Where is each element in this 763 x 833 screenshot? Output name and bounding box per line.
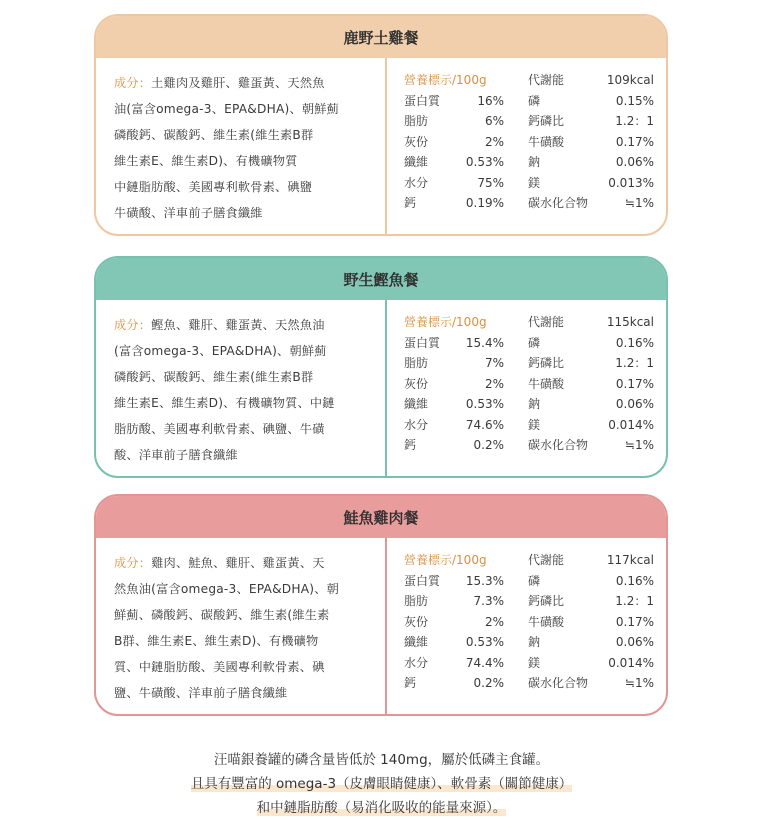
- ingredients-label: 成分：: [114, 318, 152, 332]
- ingredients-line: 鰹魚、雞肝、雞蛋黃、天然魚油: [151, 318, 325, 332]
- nutrition-row: [404, 374, 654, 395]
- nutrition-row: [404, 333, 654, 354]
- nutrition-cell: 0.16%: [615, 335, 654, 350]
- nutrition-row: [404, 612, 654, 633]
- nutrition-cell: 鎂: [528, 417, 541, 432]
- nutrition-row: [404, 111, 654, 132]
- ingredients-line: 質、中鏈脂肪酸、美國專利軟骨素、碘: [114, 660, 325, 674]
- nutrition-cell: ≒1%: [624, 196, 654, 210]
- nutrition-cell: 鈉: [528, 397, 541, 411]
- nutrition-cell: 蛋白質: [404, 335, 441, 350]
- nutrition-table: [404, 550, 654, 694]
- nutrition-row: [404, 435, 654, 456]
- ingredients-line: 牛磺酸、洋車前子膳食纖維: [114, 206, 263, 220]
- nutrition-cell: 0.014%: [608, 655, 654, 670]
- nutrition-cell: /100g: [452, 315, 487, 329]
- nutrition-row: [404, 415, 654, 436]
- nutrition-cell: 15.4%: [465, 335, 504, 350]
- nutrition-cell: 0.014%: [608, 417, 654, 432]
- card-divider: [385, 538, 387, 714]
- nutrition-cell: 0.06%: [615, 155, 654, 169]
- nutrition-cell: 115kcal: [606, 315, 654, 329]
- nutrition-cell: 2%: [484, 614, 504, 629]
- nutrition-cell: 蛋白質: [404, 573, 441, 588]
- nutrition-cell: 碳水化合物: [528, 438, 589, 452]
- nutrition-row: [404, 591, 654, 612]
- nutrition-cell: 1.2：1: [615, 356, 654, 370]
- nutrition-row: [404, 394, 654, 415]
- nutrition-cell: 鈣: [404, 438, 417, 452]
- nutrition-cell: 營養標示: [404, 315, 453, 329]
- nutrition-cell: 75%: [477, 175, 504, 190]
- nutrition-cell: 15.3%: [465, 573, 504, 588]
- ingredients-line: 鮮薊、磷酸鈣、碳酸鈣、維生素(維生素: [114, 608, 330, 622]
- nutrition-cell: 磷: [528, 573, 541, 588]
- nutrition-cell: 水分: [404, 175, 429, 190]
- card-divider: [385, 300, 387, 476]
- ingredients-label: 成分：: [114, 76, 152, 90]
- nutrition-cell: ≒1%: [624, 676, 654, 690]
- nutrition-cell: 纖維: [404, 155, 429, 169]
- nutrition-cell: 1.2：1: [615, 114, 654, 128]
- nutrition-cell: 營養標示: [404, 73, 453, 87]
- nutrition-cell: 灰份: [404, 134, 429, 149]
- nutrition-cell: 0.19%: [465, 196, 504, 210]
- nutrition-cell: 0.2%: [473, 438, 504, 452]
- nutrition-row: [404, 132, 654, 153]
- nutrition-row: [404, 571, 654, 592]
- nutrition-cell: 碳水化合物: [528, 676, 589, 690]
- nutrition-cell: 水分: [404, 417, 429, 432]
- nutrition-cell: 代謝能: [528, 553, 565, 567]
- nutrition-cell: 牛磺酸: [528, 376, 565, 391]
- card-title: 鹿野土雞餐: [96, 16, 666, 58]
- nutrition-cell: 16%: [477, 93, 504, 108]
- card-body: [96, 58, 666, 234]
- nutrition-row: [404, 632, 654, 653]
- nutrition-cell: 鈣: [404, 676, 417, 690]
- nutrition-cell: 0.06%: [615, 397, 654, 411]
- footer-note: [0, 748, 763, 820]
- nutrition-cell: 117kcal: [606, 553, 654, 567]
- ingredients-line: B群、維生素E、維生素D)、有機礦物: [114, 634, 319, 648]
- nutrition-row: [404, 152, 654, 173]
- card-body: [96, 538, 666, 714]
- ingredients-label: 成分：: [114, 556, 152, 570]
- nutrition-cell: 纖維: [404, 635, 429, 649]
- ingredients-line: 維生素E、維生素D)、有機礦物質: [114, 154, 298, 168]
- ingredients-line: 磷酸鈣、碳酸鈣、維生素(維生素B群: [114, 370, 314, 384]
- footer-line-2: 且具有豐富的 omega-3（皮膚眼睛健康）、軟骨素（關節健康）: [190, 776, 573, 792]
- card-title: 野生鰹魚餐: [96, 258, 666, 300]
- ingredients-line: 雞肉、鮭魚、雞肝、雞蛋黃、天: [151, 556, 325, 570]
- nutrition-cell: 2%: [484, 134, 504, 149]
- card-title: 鮭魚雞肉餐: [96, 496, 666, 538]
- ingredients-text: [114, 70, 376, 226]
- nutrition-table: [404, 70, 654, 214]
- nutrition-cell: 代謝能: [528, 315, 565, 329]
- nutrition-cell: 1.2：1: [615, 594, 654, 608]
- nutrition-cell: 6%: [484, 114, 504, 128]
- nutrition-cell: 鈉: [528, 155, 541, 169]
- ingredients-text: [114, 550, 376, 706]
- ingredients-line: 然魚油(富含omega-3、EPA&DHA)、朝: [114, 582, 339, 596]
- nutrition-row: [404, 653, 654, 674]
- nutrition-cell: 0.17%: [615, 376, 654, 391]
- product-card-salmon: [94, 494, 668, 716]
- nutrition-row: [404, 193, 654, 214]
- nutrition-cell: 灰份: [404, 376, 429, 391]
- ingredients-line: 酸、洋車前子膳食纖維: [114, 448, 238, 462]
- nutrition-cell: 7%: [484, 356, 504, 370]
- product-card-chicken: [94, 14, 668, 236]
- nutrition-cell: 0.2%: [473, 676, 504, 690]
- ingredients-line: 油(富含omega-3、EPA&DHA)、朝鮮薊: [114, 102, 339, 116]
- nutrition-table: [404, 312, 654, 456]
- nutrition-cell: 磷: [528, 335, 541, 350]
- nutrition-cell: 74.6%: [465, 417, 504, 432]
- nutrition-cell: 脂肪: [404, 114, 429, 128]
- nutrition-cell: 鈣磷比: [528, 356, 565, 370]
- nutrition-cell: 蛋白質: [404, 93, 441, 108]
- nutrition-cell: 磷: [528, 93, 541, 108]
- nutrition-cell: 纖維: [404, 397, 429, 411]
- card-body: [96, 300, 666, 476]
- nutrition-header-row: [404, 312, 654, 333]
- nutrition-row: [404, 353, 654, 374]
- nutrition-cell: 2%: [484, 376, 504, 391]
- footer-line-3: 和中鏈脂肪酸（易消化吸收的能量來源）。: [256, 800, 507, 816]
- nutrition-row: [404, 91, 654, 112]
- nutrition-cell: 0.53%: [465, 635, 504, 649]
- nutrition-cell: 74.4%: [465, 655, 504, 670]
- nutrition-cell: 鈉: [528, 635, 541, 649]
- nutrition-cell: 營養標示: [404, 553, 453, 567]
- nutrition-cell: ≒1%: [624, 438, 654, 452]
- nutrition-cell: 脂肪: [404, 356, 429, 370]
- nutrition-cell: 鎂: [528, 655, 541, 670]
- nutrition-cell: /100g: [452, 73, 487, 87]
- nutrition-row: [404, 173, 654, 194]
- nutrition-row: [404, 673, 654, 694]
- nutrition-cell: 代謝能: [528, 73, 565, 87]
- nutrition-cell: 7.3%: [473, 594, 504, 608]
- nutrition-cell: 0.53%: [465, 397, 504, 411]
- ingredients-line: 鹽、牛磺酸、洋車前子膳食纖維: [114, 686, 288, 700]
- nutrition-cell: 0.013%: [608, 175, 654, 190]
- nutrition-cell: 鈣磷比: [528, 114, 565, 128]
- ingredients-line: 磷酸鈣、碳酸鈣、維生素(維生素B群: [114, 128, 314, 142]
- footer-line-1: 汪喵銀養罐的磷含量皆低於 140mg，屬於低磷主食罐。: [213, 752, 550, 768]
- nutrition-cell: 脂肪: [404, 594, 429, 608]
- nutrition-cell: 0.06%: [615, 635, 654, 649]
- nutrition-cell: 灰份: [404, 614, 429, 629]
- ingredients-line: 中鏈脂肪酸、美國專利軟骨素、碘鹽: [114, 180, 313, 194]
- nutrition-cell: 0.17%: [615, 614, 654, 629]
- nutrition-cell: 牛磺酸: [528, 134, 565, 149]
- nutrition-cell: 0.16%: [615, 573, 654, 588]
- nutrition-cell: 鈣: [404, 196, 417, 210]
- nutrition-cell: 0.53%: [465, 155, 504, 169]
- nutrition-cell: /100g: [452, 553, 487, 567]
- nutrition-cell: 0.15%: [615, 93, 654, 108]
- ingredients-line: (富含omega-3、EPA&DHA)、朝鮮薊: [114, 344, 327, 358]
- ingredients-text: [114, 312, 376, 468]
- nutrition-cell: 碳水化合物: [528, 196, 589, 210]
- nutrition-cell: 鎂: [528, 175, 541, 190]
- card-divider: [385, 58, 387, 234]
- product-card-bonito: [94, 256, 668, 478]
- nutrition-cell: 水分: [404, 655, 429, 670]
- nutrition-cell: 0.17%: [615, 134, 654, 149]
- nutrition-header-row: [404, 550, 654, 571]
- ingredients-line: 維生素E、維生素D)、有機礦物質、中鏈: [114, 396, 335, 410]
- nutrition-cell: 鈣磷比: [528, 594, 565, 608]
- ingredients-line: 脂肪酸、美國專利軟骨素、碘鹽、牛磺: [114, 422, 325, 436]
- nutrition-cell: 牛磺酸: [528, 614, 565, 629]
- nutrition-cell: 109kcal: [606, 73, 654, 87]
- nutrition-header-row: [404, 70, 654, 91]
- ingredients-line: 土雞肉及雞肝、雞蛋黃、天然魚: [151, 76, 325, 90]
